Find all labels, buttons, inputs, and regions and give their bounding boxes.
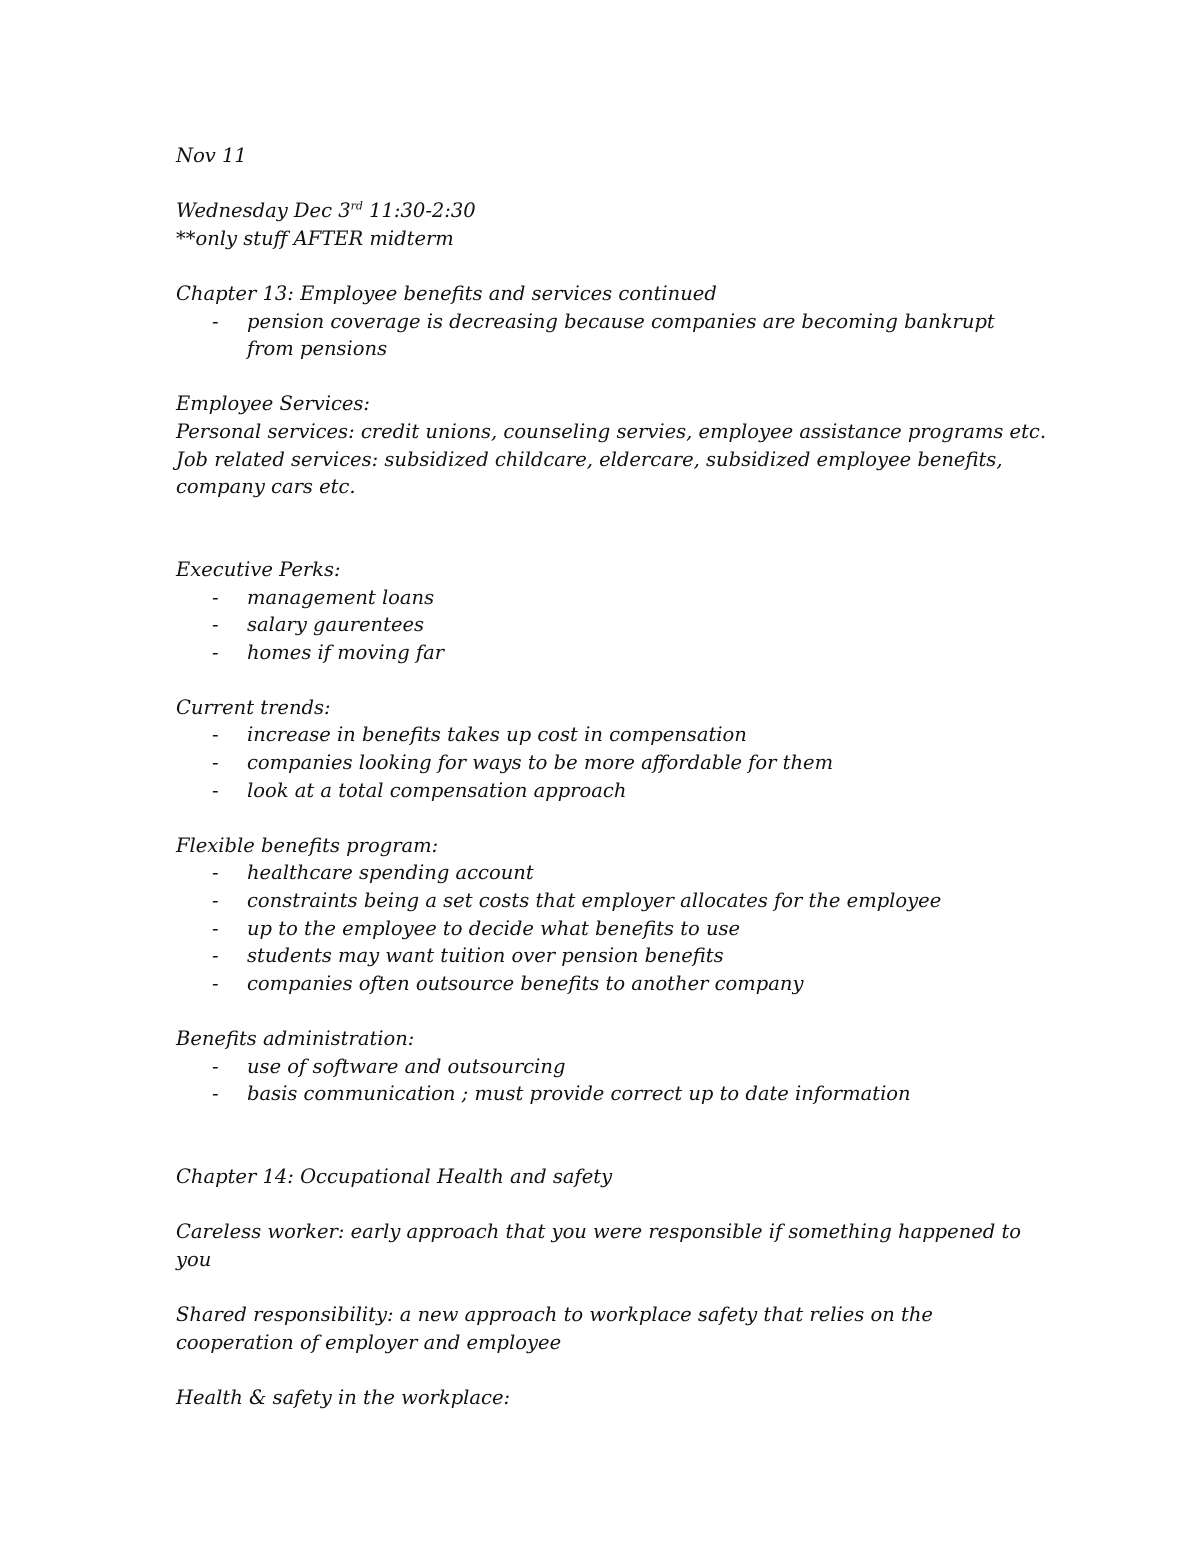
list-item-text: - companies looking for ways to be more affordable for them bbox=[247, 751, 834, 775]
exam-note: **only stuff AFTER midterm bbox=[176, 226, 454, 250]
list-item bbox=[176, 721, 1036, 749]
shared-responsibility-line: Shared responsibility: a new approach to workplace safety that relies on the bbox=[176, 1302, 933, 1326]
benefits-admin-list bbox=[176, 1053, 1036, 1108]
list-item bbox=[176, 1080, 1036, 1108]
list-item-text: - pension coverage is decreasing because companies are becoming bankrupt bbox=[247, 309, 995, 333]
list-item-text: - look at a total compensation approach bbox=[247, 778, 627, 802]
list-item-text-continued: from pensions bbox=[247, 337, 388, 361]
date-heading: Nov 11 bbox=[176, 144, 247, 167]
spacer bbox=[176, 1108, 1036, 1136]
list-item bbox=[176, 970, 1036, 998]
list-item-text: - students may want tuition over pension benefits bbox=[247, 944, 724, 968]
personal-services-line: Personal services: credit unions, counseling servies, employee assistance programs etc. bbox=[176, 419, 1047, 443]
shared-responsibility-line-continued: cooperation of employer and employee bbox=[176, 1330, 562, 1354]
list-item bbox=[176, 639, 1036, 667]
careless-worker-line: Careless worker: early approach that you were responsible if something happened to bbox=[176, 1220, 1022, 1244]
spacer bbox=[176, 363, 1036, 391]
executive-perks-list bbox=[176, 584, 1036, 667]
list-item-text: - use of software and outsourcing bbox=[247, 1054, 566, 1078]
spacer bbox=[176, 1356, 1036, 1384]
list-item-text: - homes if moving far bbox=[247, 640, 445, 664]
flexible-benefits-heading: Flexible benefits program: bbox=[176, 833, 439, 857]
list-item-text: - constraints being a set costs that employer allocates for the employee bbox=[247, 889, 942, 913]
list-item bbox=[176, 859, 1036, 887]
spacer bbox=[176, 1135, 1036, 1163]
current-trends-list bbox=[176, 721, 1036, 804]
chapter14-title: Chapter 14: Occupational Health and safety bbox=[176, 1164, 613, 1188]
list-item-text: - companies often outsource benefits to another company bbox=[247, 971, 804, 995]
spacer bbox=[176, 528, 1036, 556]
list-item bbox=[176, 749, 1036, 777]
chapter13-list bbox=[176, 308, 1036, 363]
list-item bbox=[176, 942, 1036, 970]
careless-worker-line-continued: you bbox=[176, 1247, 212, 1271]
list-item bbox=[176, 308, 1036, 363]
list-item-text: - healthcare spending account bbox=[247, 861, 534, 885]
chapter13-title: Chapter 13: Employee benefits and services continued bbox=[176, 281, 717, 305]
spacer bbox=[176, 804, 1036, 832]
list-item-text: - management loans bbox=[247, 585, 435, 609]
exam-time: 11:30-2:30 bbox=[362, 199, 476, 223]
benefits-admin-heading: Benefits administration: bbox=[176, 1027, 415, 1050]
job-services-line-continued: company cars etc. bbox=[176, 475, 356, 499]
employee-services-heading: Employee Services: bbox=[176, 392, 370, 416]
exam-date-ordinal: rd bbox=[350, 199, 363, 213]
list-item bbox=[176, 777, 1036, 805]
exam-date-prefix: Wednesday Dec 3 bbox=[176, 199, 351, 223]
exam-date-line bbox=[176, 197, 1036, 225]
list-item bbox=[176, 584, 1036, 612]
executive-perks-heading: Executive Perks: bbox=[176, 557, 341, 581]
job-services-line: Job related services: subsidized childcare, eldercare, subsidized employee benefits, bbox=[176, 447, 1003, 471]
health-safety-heading: Health & safety in the workplace: bbox=[176, 1385, 511, 1409]
spacer bbox=[176, 666, 1036, 694]
flexible-benefits-list bbox=[176, 859, 1036, 997]
list-item bbox=[176, 887, 1036, 915]
spacer bbox=[176, 501, 1036, 529]
list-item-text: - salary gaurentees bbox=[247, 613, 425, 637]
list-item-text: - increase in benefits takes up cost in compensation bbox=[247, 723, 747, 747]
list-item bbox=[176, 915, 1036, 943]
current-trends-heading: Current trends: bbox=[176, 695, 331, 719]
spacer bbox=[176, 1273, 1036, 1301]
spacer bbox=[176, 997, 1036, 1025]
document-body bbox=[176, 142, 1047, 1411]
list-item-text: - basis communication ; must provide correct up to date information bbox=[247, 1082, 911, 1106]
list-item bbox=[176, 611, 1036, 639]
spacer bbox=[176, 170, 1036, 198]
list-item bbox=[176, 1053, 1036, 1081]
spacer bbox=[176, 1191, 1036, 1219]
spacer bbox=[176, 252, 1036, 280]
list-item-text: - up to the employee to decide what benefits to use bbox=[247, 916, 741, 940]
